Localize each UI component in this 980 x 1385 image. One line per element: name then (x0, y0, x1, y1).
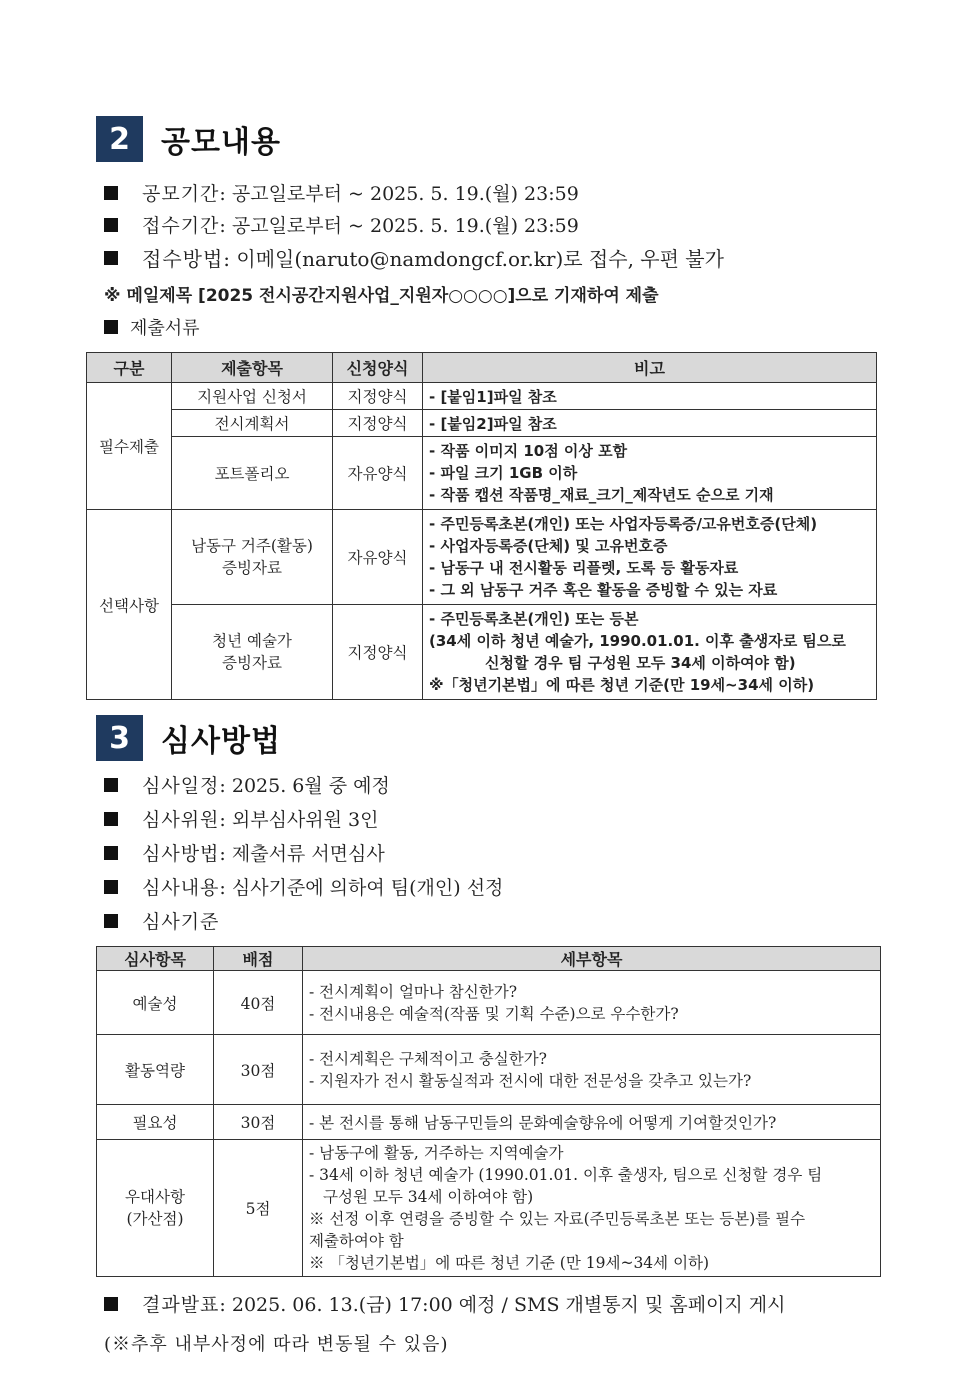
review-content-line: 심사내용 : 심사기준에 의하여 팀(개인) 선정 (104, 873, 503, 900)
table-row: 예술성 40점 - 전시계획이 얼마나 참신한가? - 전시내용은 예술적(작품 및 기획 수준)으로 우수한가? (97, 971, 881, 1035)
contest-period-line: 공모기간 : 공고일로부터 ~ 2025. 5. 19.(월) 23:59 (104, 179, 579, 206)
section-2-header (96, 116, 281, 162)
section-title: 공모내용 (161, 125, 281, 160)
square-bullet-icon (104, 880, 118, 894)
square-bullet-icon (104, 320, 118, 334)
table-row: 전시계획서 지정양식 - [붙임2]파일 참조 (87, 410, 877, 437)
submission-method-line: 접수방법 : 이메일(naruto@namdongcf.or.kr)로 접수, 우편 불가 (104, 243, 724, 272)
table-row: 우대사항 (가산점) 5점 - 남동구에 활동, 거주하는 지역예술가 - 34세 이하 청년 예술가 (1990.01.01. 이후 출생자, 팀으로 신청할 경우 팀 구성원 모두 34세 이하여야 함) ※ 선정 이후 연령을 증빙할 수 있는 자료(주민등록초본 또는 등본)를 필수 제출하여야 함 ※ 「청년기본법」에 따른 청년 기준 (만 19세~34세 이하) (97, 1140, 881, 1277)
documents-table (86, 352, 877, 700)
table-header: 신청양식 (333, 353, 423, 383)
table-row: 청년 예술가 증빙자료 지정양식 - 주민등록초본(개인) 또는 등본 (34세 이하 청년 예술가, 1990.01.01. 이후 출생자로 팀으로 신청할 경우 팀 구성원 모두 34세 이하여야 함) ※「청년기본법」에 따른 청년 기준(만 19세~34세 이하) (87, 605, 877, 700)
table-header: 심사항목 (97, 947, 214, 971)
email-subject-note: ※ 메일제목 [2025 전시공간지원사업_지원자○○○○]으로 기재하여 제출 (104, 286, 659, 306)
table-header: 구분 (87, 353, 172, 383)
table-header: 제출항목 (172, 353, 333, 383)
review-method-line: 심사방법 : 제출서류 서면심사 (104, 839, 385, 866)
submission-period-line: 접수기간 : 공고일로부터 ~ 2025. 5. 19.(월) 23:59 (104, 211, 579, 238)
section-number: 3 (96, 715, 143, 761)
square-bullet-icon (104, 846, 118, 860)
table-row: 필요성 30점 - 본 전시를 통해 남동구민들의 문화예술향유에 어떻게 기여할것인가? (97, 1105, 881, 1140)
footnote: (※추후 내부사정에 따라 변동될 수 있음) (104, 1334, 449, 1355)
criteria-table (96, 946, 881, 1277)
review-committee-line: 심사위원 : 외부심사위원 3인 (104, 805, 378, 832)
table-row: 포트폴리오 자유양식 - 작품 이미지 10점 이상 포함 - 파일 크기 1GB 이하 - 작품 캡션 작품명_재료_크기_제작년도 순으로 기재 (87, 437, 877, 510)
documents-heading: 제출서류 (104, 314, 200, 340)
table-header: 세부항목 (303, 947, 881, 971)
square-bullet-icon (104, 251, 118, 265)
table-row: 선택사항 남동구 거주(활동) 증빙자료 자유양식 - 주민등록초본(개인) 또는 사업자등록증/고유번호증(단체) - 사업자등록증(단체) 및 고유번호증 - 남동구 내 전시활동 리플렛, 도록 등 활동자료 - 그 외 남동구 거주 혹은 활동을 증빙할 수 있는 자료 (87, 510, 877, 605)
result-announcement-line: 결과발표 : 2025. 06. 13.(금) 17:00 예정 / SMS 개별통지 및 홈페이지 게시 (104, 1290, 786, 1317)
square-bullet-icon (104, 186, 118, 200)
section-number: 2 (96, 116, 143, 162)
square-bullet-icon (104, 1297, 118, 1311)
square-bullet-icon (104, 914, 118, 928)
section-title: 심사방법 (161, 724, 281, 759)
table-header: 비고 (423, 353, 877, 383)
section-3-header (96, 715, 281, 761)
square-bullet-icon (104, 218, 118, 232)
table-row: 활동역량 30점 - 전시계획은 구체적이고 충실한가? - 지원자가 전시 활동실적과 전시에 대한 전문성을 갖추고 있는가? (97, 1035, 881, 1105)
square-bullet-icon (104, 812, 118, 826)
table-header: 배점 (214, 947, 303, 971)
category-cell: 필수제출 (87, 383, 172, 510)
review-criteria-heading: 심사기준 (104, 907, 219, 934)
table-row: 필수제출 지원사업 신청서 지정양식 - [붙임1]파일 참조 (87, 383, 877, 410)
square-bullet-icon (104, 778, 118, 792)
review-schedule-line: 심사일정 : 2025. 6월 중 예정 (104, 771, 390, 798)
category-cell: 선택사항 (87, 510, 172, 700)
